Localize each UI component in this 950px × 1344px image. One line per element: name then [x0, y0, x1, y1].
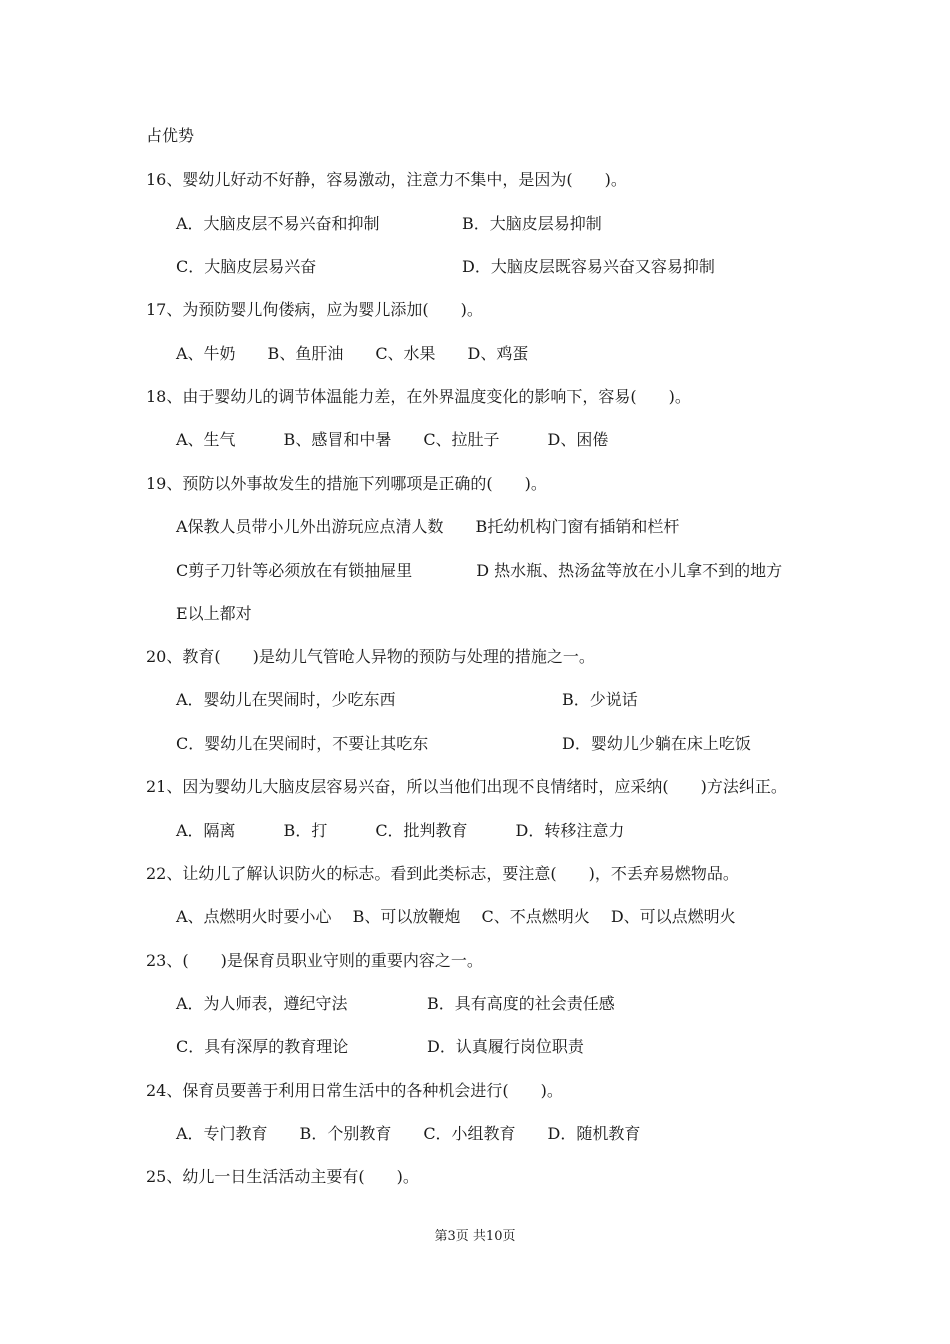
question-16-option-b: B．大脑皮层易抑制 — [462, 214, 602, 233]
question-16-option-a: A．大脑皮层不易兴奋和抑制 — [176, 214, 380, 233]
question-16-option-c: C．大脑皮层易兴奋 — [176, 257, 317, 276]
question-16-stem: 16、婴幼儿好动不好静，容易激动，注意力不集中，是因为( )。 — [146, 170, 627, 189]
question-21-options: A．隔离 B．打 C．批判教育 D．转移注意力 — [176, 821, 625, 840]
question-19-options-cd: C剪子刀针等必须放在有锁抽屉里 D 热水瓶、热汤盆等放在小儿拿不到的地方 — [176, 561, 783, 580]
question-21-stem: 21、因为婴幼儿大脑皮层容易兴奋，所以当他们出现不良情绪时，应采纳( )方法纠正。 — [146, 777, 787, 796]
question-20-option-b: B．少说话 — [562, 690, 638, 709]
question-23-option-d: D．认真履行岗位职责 — [427, 1037, 584, 1056]
question-19-option-e: E以上都对 — [176, 604, 252, 623]
question-20-option-d: D．婴幼儿少躺在床上吃饭 — [562, 734, 751, 753]
continuation-text: 占优势 — [146, 126, 195, 145]
question-20-option-a: A．婴幼儿在哭闹时，少吃东西 — [176, 690, 396, 709]
question-20-option-c: C．婴幼儿在哭闹时，不要让其吃东 — [176, 734, 429, 753]
question-22-options: A、点燃明火时要小心 B、可以放鞭炮 C、不点燃明火 D、可以点燃明火 — [176, 907, 736, 926]
question-24-stem: 24、保育员要善于利用日常生活中的各种机会进行( )。 — [146, 1081, 563, 1100]
question-20-stem: 20、教育( )是幼儿气管呛人异物的预防与处理的措施之一。 — [146, 647, 595, 666]
question-19-options-ab: A保教人员带小儿外出游玩应点清人数 B托幼机构门窗有插销和栏杆 — [176, 517, 680, 536]
question-17-stem: 17、为预防婴儿佝偻病，应为婴儿添加( )。 — [146, 300, 483, 319]
question-23-option-b: B．具有高度的社会责任感 — [427, 994, 615, 1013]
question-18-stem: 18、由于婴幼儿的调节体温能力差，在外界温度变化的影响下，容易( )。 — [146, 387, 691, 406]
question-24-options: A．专门教育 B．个别教育 C．小组教育 D．随机教育 — [176, 1124, 641, 1143]
question-18-options: A、生气 B、感冒和中暑 C、拉肚子 D、困倦 — [176, 430, 609, 449]
question-23-stem: 23、( )是保育员职业守则的重要内容之一。 — [146, 951, 483, 970]
question-22-stem: 22、让幼儿了解认识防火的标志。看到此类标志，要注意( )，不丢弃易燃物品。 — [146, 864, 739, 883]
question-19-stem: 19、预防以外事故发生的措施下列哪项是正确的( )。 — [146, 474, 547, 493]
question-17-options: A、牛奶 B、鱼肝油 C、水果 D、鸡蛋 — [176, 344, 529, 363]
question-23-option-c: C．具有深厚的教育理论 — [176, 1037, 349, 1056]
page-number-footer: 第3页 共10页 — [434, 1229, 516, 1244]
question-23-option-a: A．为人师表，遵纪守法 — [176, 994, 348, 1013]
question-16-option-d: D．大脑皮层既容易兴奋又容易抑制 — [462, 257, 715, 276]
question-25-stem: 25、幼儿一日生活活动主要有( )。 — [146, 1167, 419, 1186]
